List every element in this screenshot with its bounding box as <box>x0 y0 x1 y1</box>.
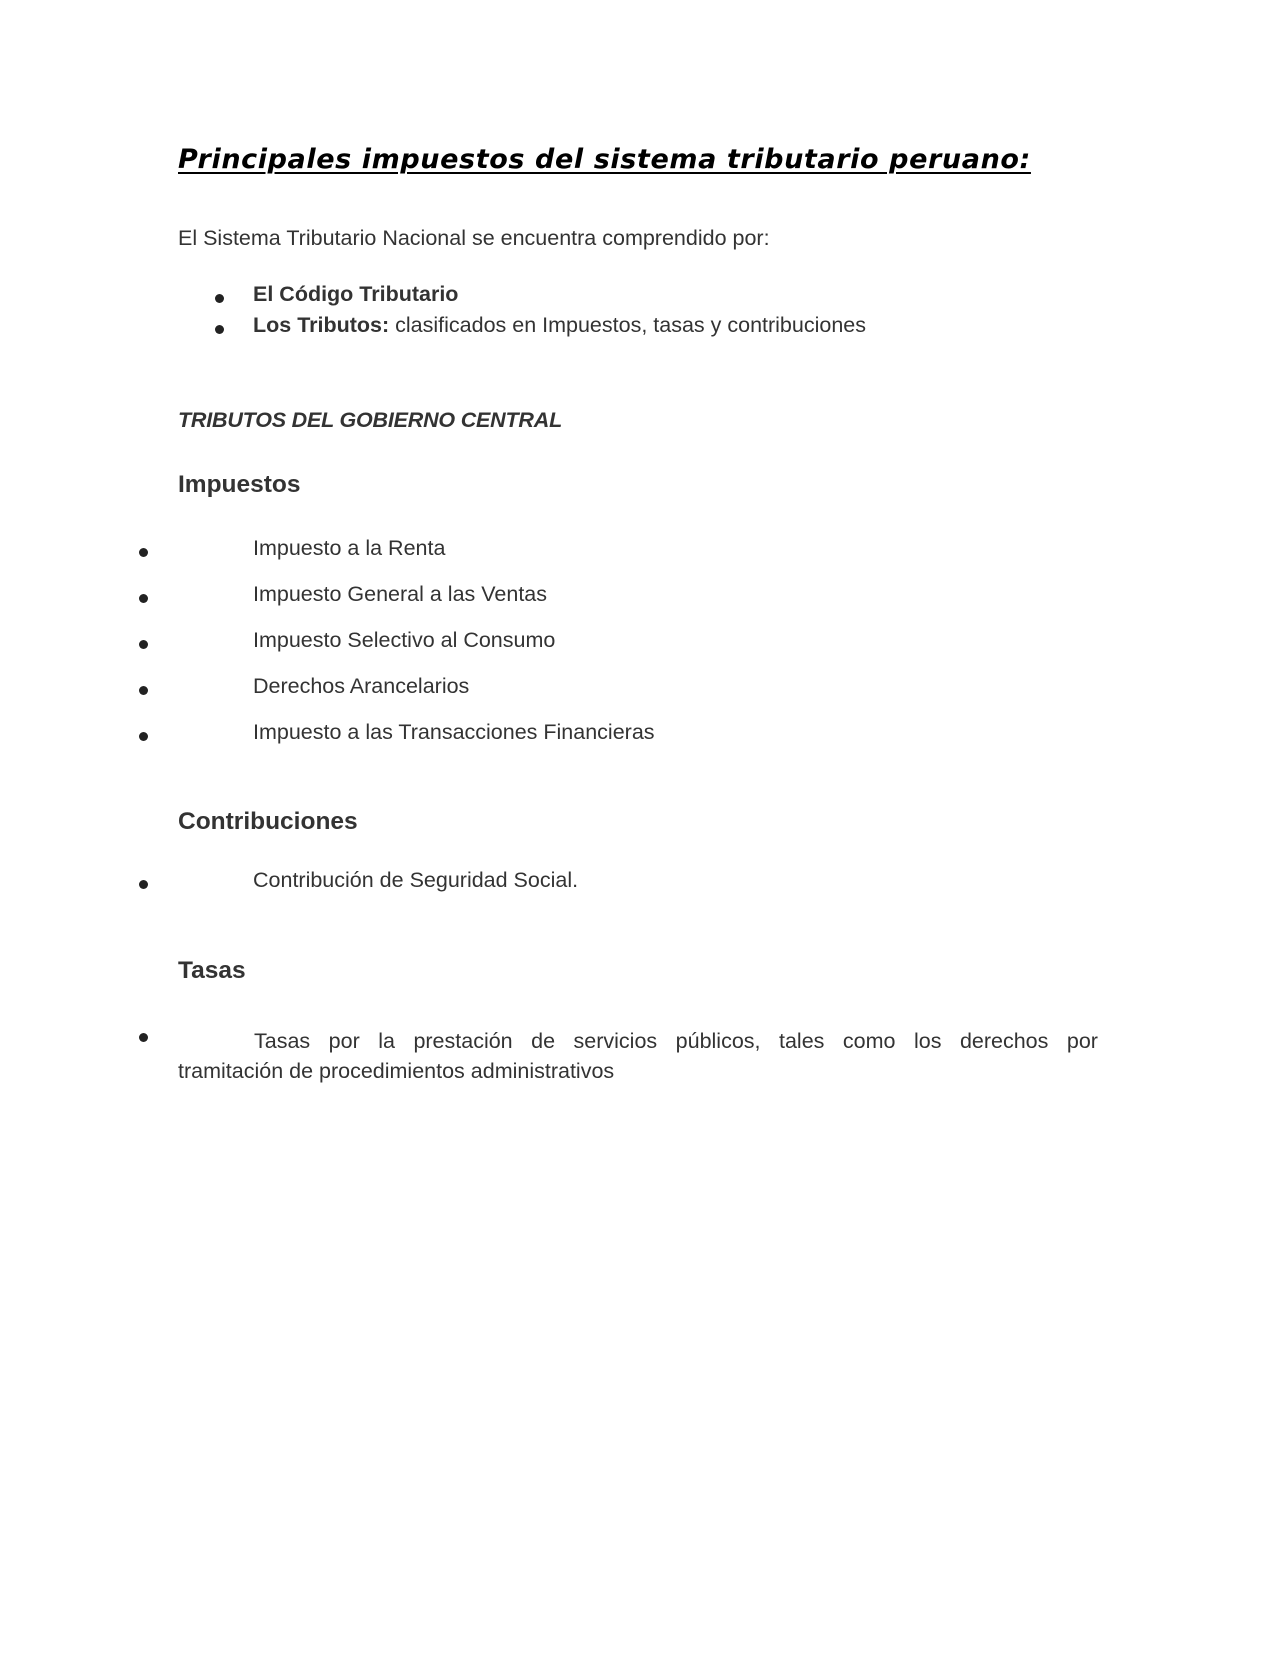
list-item <box>253 282 458 307</box>
word: como <box>842 1029 896 1053</box>
list-item: Impuesto General a las Ventas <box>253 582 548 606</box>
list-item-line1 <box>178 1026 1098 1056</box>
list-item: Derechos Arancelarios <box>253 674 470 698</box>
word: por <box>328 1029 360 1053</box>
word: por <box>1066 1029 1098 1053</box>
word: Tasas <box>254 1029 311 1053</box>
list-item-line2: tramitación de procedimientos administrativos <box>178 1059 615 1083</box>
list-item-bold: Los Tributos: <box>253 313 390 337</box>
heading-contribuciones: Contribuciones <box>178 808 358 835</box>
heading-tasas: Tasas <box>178 957 246 984</box>
bullet-icon <box>139 548 148 557</box>
word: los <box>913 1029 942 1053</box>
section-label: TRIBUTOS DEL GOBIERNO CENTRAL <box>178 408 563 432</box>
bullet-icon <box>139 1033 148 1042</box>
word: derechos <box>959 1029 1049 1053</box>
word: tales <box>779 1029 825 1053</box>
bullet-icon <box>139 880 148 889</box>
list-item-bold: El Código Tributario <box>253 282 459 306</box>
list-item <box>253 313 866 338</box>
bullet-icon <box>139 732 148 741</box>
bullet-icon <box>139 640 148 649</box>
document-title: Principales impuestos del sistema tributario peruano: <box>178 144 1031 175</box>
bullet-icon <box>139 594 148 603</box>
bullet-icon <box>215 294 224 303</box>
word: de <box>531 1029 556 1053</box>
list-item <box>178 1026 1098 1086</box>
list-item-text: clasificados en Impuestos, tasas y contribuciones <box>389 313 866 337</box>
list-item: Impuesto a la Renta <box>253 536 446 560</box>
list-item: Impuesto a las Transacciones Financieras <box>253 720 655 744</box>
heading-impuestos: Impuestos <box>178 471 301 498</box>
bullet-icon <box>215 325 224 334</box>
list-item: Impuesto Selectivo al Consumo <box>253 628 556 652</box>
bullet-icon <box>139 686 148 695</box>
intro-paragraph: El Sistema Tributario Nacional se encuentra comprendido por: <box>178 226 770 250</box>
list-item: Contribución de Seguridad Social. <box>253 868 579 892</box>
word: prestación <box>413 1029 513 1053</box>
word: servicios <box>573 1029 658 1053</box>
word: la <box>378 1029 395 1053</box>
word: públicos, <box>675 1029 761 1053</box>
